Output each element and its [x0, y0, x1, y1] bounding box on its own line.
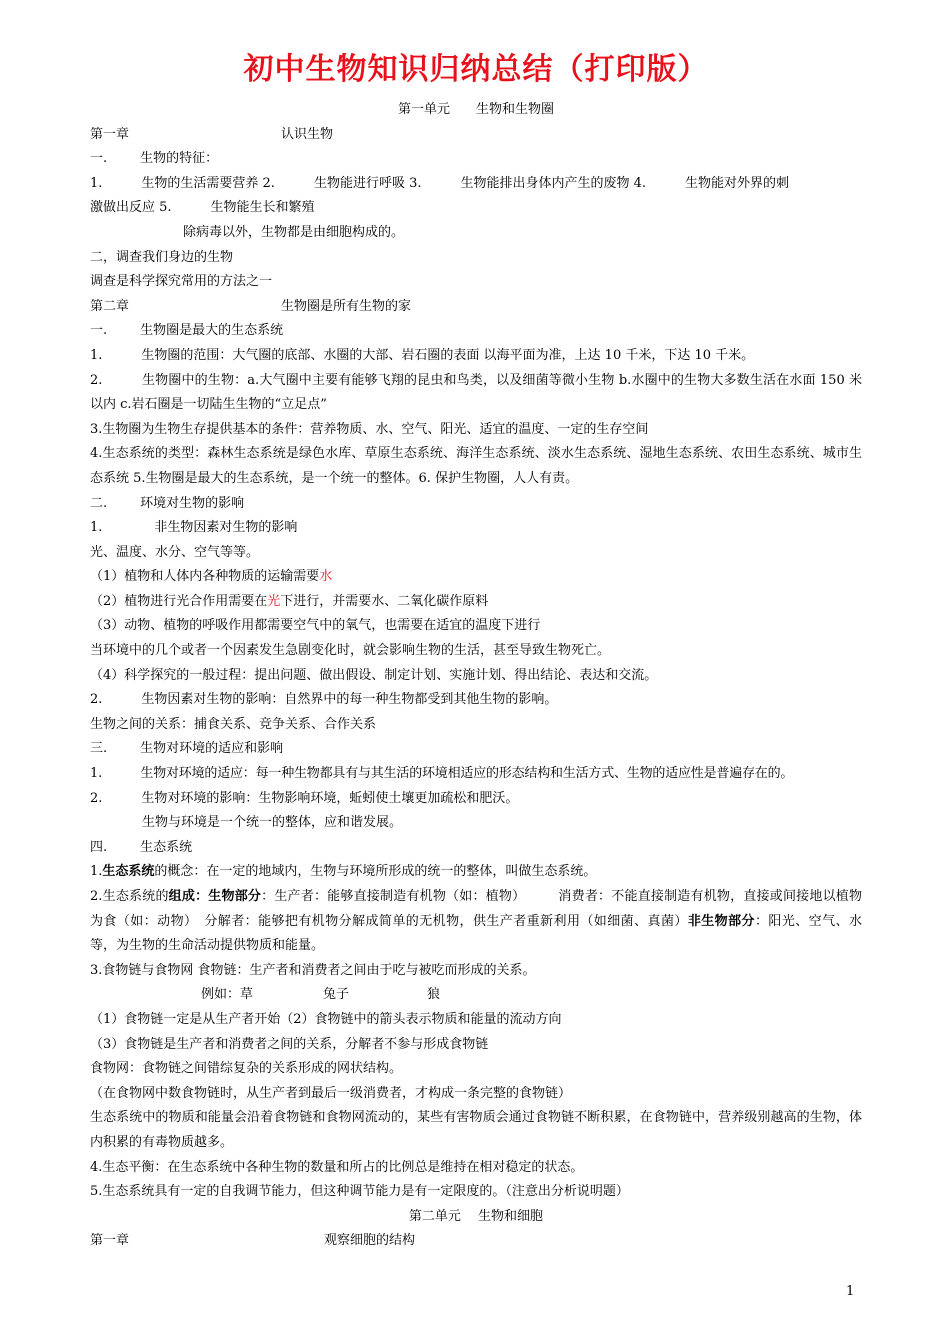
paragraph: 当环境中的几个或者一个因素发生急剧变化时，就会影响生物的生活，甚至导致生物死亡。	[90, 643, 611, 659]
list-item: （3）动物、植物的呼吸作用都需要空气中的氧气，也需要在适宜的温度下进行	[90, 618, 541, 634]
highlight-text: 水	[319, 569, 333, 585]
section-heading: 二. 环境对生物的影响	[90, 495, 245, 511]
paragraph: 生物之间的关系：捕食关系、竞争关系、合作关系	[90, 716, 377, 732]
chapter-heading: 第一章 观察细胞的结构	[90, 1233, 416, 1249]
chapter-name: 认识生物	[281, 126, 334, 142]
list-item: （1）食物链一定是从生产者开始（2）食物链中的箭头表示物质和能量的流动方向	[90, 1011, 562, 1027]
page-title: 初中生物知识归纳总结（打印版）	[243, 52, 709, 87]
paragraph: 1. 生物的生活需要营养 2. 生物能进行呼吸 3. 生物能排出身体内产生的废物 4. 生物能对外界的刺 激做出反应 5. 生物能生长和繁殖	[90, 175, 790, 216]
paragraph: 食物网：食物链之间错综复杂的关系形成的网状结构。	[90, 1061, 403, 1077]
list-item: （3）食物链是生产者和消费者之间的关系，分解者不参与形成食物链	[90, 1036, 489, 1052]
paragraph: 1.生态系统的概念：在一定的地域内，生物与环境所形成的统一的整体，叫做生态系统。	[90, 864, 597, 880]
paragraph: 4.生态平衡：在生态系统中各种生物的数量和所占的比例总是维持在相对稳定的状态。	[90, 1159, 584, 1175]
chapter-heading: 第二章 生物圈是所有生物的家	[90, 298, 412, 314]
list-item: （2）植物进行光合作用需要在光下进行，并需要水、二氧化碳作原料	[90, 593, 489, 609]
paragraph: 2. 生物因素对生物的影响：自然界中的每一种生物都受到其他生物的影响。	[90, 692, 558, 708]
paragraph: 3.生物圈为生物生存提供基本的条件：营养物质、水、空气、阳光、适宜的温度、一定的生存空间	[90, 421, 649, 437]
paragraph: 1. 生物对环境的适应：每一种生物都具有与其生活的环境相适应的形态结构和生活方式、生物的适应性是普遍存在的。	[90, 766, 794, 782]
page-number: 1	[846, 1284, 855, 1299]
paragraph: 除病毒以外，生物都是由细胞构成的。	[183, 224, 405, 240]
chapter-label: 第一章	[90, 126, 130, 142]
section-heading: 四. 生态系统	[90, 839, 193, 855]
paragraph: 1. 生物圈的范围：大气圈的底部、水圈的大部、岩石圈的表面 以海平面为准，上达 10 千米，下达 10 千米。	[90, 347, 755, 363]
section-heading: 一. 生物的特征：	[90, 151, 219, 167]
paragraph: 生态系统中的物质和能量会沿着食物链和食物网流动的，某些有害物质会通过食物链不断积累，在食物链中，营养级别越高的生物，体内积累的有毒物质越多。	[90, 1110, 862, 1150]
paragraph: 调查是科学探究常用的方法之一	[90, 274, 273, 290]
paragraph: 4.生态系统的类型：森林生态系统是绿色水库、草原生态系统、海洋生态系统、淡水生态系统、湿地生态系统、农田生态系统、城市生态系统 5.生物圈是最大的生态系统，是一个统一的整体。6. 保护生物圈，人人有责。	[90, 446, 862, 486]
section-heading: 二，调查我们身边的生物	[90, 249, 234, 265]
subsection-heading: 1. 非生物因素对生物的影响	[90, 520, 298, 536]
food-chain-example: 例如：草 兔子 狼	[201, 987, 441, 1003]
paragraph: 2.生态系统的组成：生物部分：生产者：能够直接制造有机物（如：植物） 消费者：不能直接制造有机物，直接或间接地以植物为食（如：动物） 分解者：能够把有机物分解成简单的无机物，供生产者重新利用（如细菌、真菌）非生物部分：阳光、空气、水等，为生物的生命活动提供物质和能量。	[90, 889, 862, 954]
highlight-text: 光	[267, 593, 281, 609]
paragraph: 5.生态系统具有一定的自我调节能力，但这种调节能力是有一定限度的。（注意出分析说明题）	[90, 1184, 629, 1200]
paragraph: 生物与环境是一个统一的整体，应和谐发展。	[142, 815, 403, 831]
chapter-heading	[90, 123, 862, 148]
unit-heading: 第二单元 生物和细胞	[408, 1208, 544, 1224]
paragraph: 3.食物链与食物网 食物链：生产者和消费者之间由于吃与被吃而形成的关系。	[90, 962, 536, 978]
paragraph: 2. 生物圈中的生物：a.大气圈中主要有能够飞翔的昆虫和鸟类，以及细菌等微小生物 b.水圈中的生物大多数生活在水面 150 米以内 c.岩石圈是一切陆生生物的“立足点”	[90, 372, 862, 413]
list-item: （1）植物和人体内各种物质的运输需要水	[90, 569, 333, 585]
section-heading: 三. 生物对环境的适应和影响	[90, 741, 284, 757]
paragraph: 光、温度、水分、空气等等。	[90, 544, 260, 560]
list-item: （4）科学探究的一般过程：提出问题、做出假设、制定计划、实施计划、得出结论、表达和交流。	[90, 667, 658, 683]
unit-heading: 第一单元 生物和生物圈	[397, 102, 554, 117]
paragraph: （在食物网中数食物链时，从生产者到最后一级消费者，才构成一条完整的食物链）	[90, 1085, 572, 1101]
paragraph: 2. 生物对环境的影响：生物影响环境，蚯蚓使土壤更加疏松和肥沃。	[90, 790, 519, 806]
document-page	[90, 50, 862, 1254]
section-heading: 一. 生物圈是最大的生态系统	[90, 323, 284, 339]
